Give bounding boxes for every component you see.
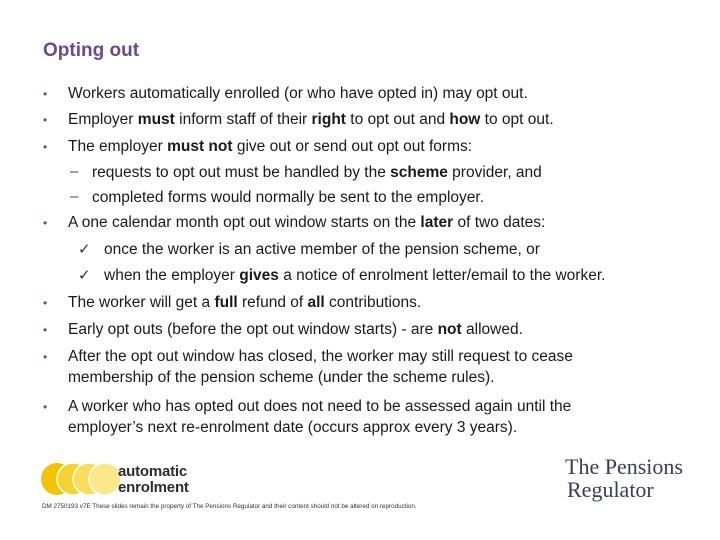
dash-marker: – (70, 163, 79, 180)
emphasis-text: must (137, 111, 175, 128)
logo-line-the-pensions: The Pensions (565, 454, 683, 479)
body-line (92, 163, 542, 182)
line-text: allowed. (461, 321, 523, 338)
pensions-regulator-logo (565, 455, 695, 501)
line-text: to opt out. (480, 111, 554, 128)
line-text: Early opt outs (before the opt out window starts) - are (68, 321, 438, 338)
emphasis-text: gives (239, 267, 279, 284)
body-line (104, 266, 605, 285)
emphasis-text: scheme (390, 164, 448, 181)
logo-circle-4 (89, 463, 121, 495)
body-line: Workers automatically enrolled (or who have opted in) may opt out. (68, 85, 528, 102)
bullet-marker: • (43, 87, 48, 101)
bullet-marker: • (43, 140, 48, 154)
automatic-enrolment-wordmark (118, 464, 189, 496)
bullet-marker: • (43, 400, 48, 414)
logo-line-regulator: Regulator (567, 477, 654, 502)
emphasis-text: how (449, 111, 481, 128)
body-line (68, 137, 472, 156)
line-text: of two dates: (453, 214, 546, 231)
body-line: membership of the pension scheme (under the scheme rules). (68, 369, 495, 386)
emphasis-text: not (437, 321, 462, 338)
body-line: once the worker is an active member of the pension scheme, or (104, 241, 540, 258)
bullet-marker: • (43, 113, 48, 127)
emphasis-text: all (307, 294, 325, 311)
copyright-note: DM 2750193 v7E These slides remain the property of The Pensions Regulator and their content should not be altered on reproduction. (42, 503, 417, 510)
line-text: contributions. (324, 294, 422, 311)
body-line: A worker who has opted out does not need to be assessed again until the (68, 398, 572, 415)
line-text: a notice of enrolment letter/email to the worker. (278, 267, 606, 284)
body-line (68, 320, 523, 339)
bullet-marker: • (43, 216, 48, 230)
logo-line-enrolment: enrolment (118, 479, 189, 496)
line-text: Employer (68, 111, 138, 128)
emphasis-text: must not (167, 138, 233, 155)
emphasis-text: full (214, 294, 238, 311)
body-line (68, 293, 421, 312)
line-text: when the employer (104, 267, 240, 284)
line-text: inform staff of their (174, 111, 312, 128)
line-text: The employer (68, 138, 168, 155)
body-line: employer’s next re-enrolment date (occurs approx every 3 years). (68, 419, 518, 436)
line-text: give out or send out opt out forms: (232, 138, 473, 155)
logo-line-automatic: automatic (118, 463, 188, 480)
body-line: completed forms would normally be sent to the employer. (92, 189, 484, 206)
line-text: The worker will get a (68, 294, 215, 311)
slide-title: Opting out (43, 40, 140, 61)
dash-marker: – (70, 188, 79, 205)
body-line: After the opt out window has closed, the worker may still request to cease (68, 348, 573, 365)
bullet-marker: • (43, 350, 48, 364)
body-line (68, 213, 545, 232)
emphasis-text: right (311, 111, 346, 128)
line-text: provider, and (447, 164, 542, 181)
tick-marker: ✓ (78, 241, 91, 258)
line-text: refund of (237, 294, 308, 311)
line-text: A one calendar month opt out window starts on the (68, 214, 421, 231)
bullet-marker: • (43, 296, 48, 310)
bullet-marker: • (43, 323, 48, 337)
tick-marker: ✓ (78, 267, 91, 284)
body-line (68, 110, 554, 129)
line-text: requests to opt out must be handled by the (92, 164, 391, 181)
line-text: to opt out and (345, 111, 450, 128)
emphasis-text: later (420, 214, 454, 231)
